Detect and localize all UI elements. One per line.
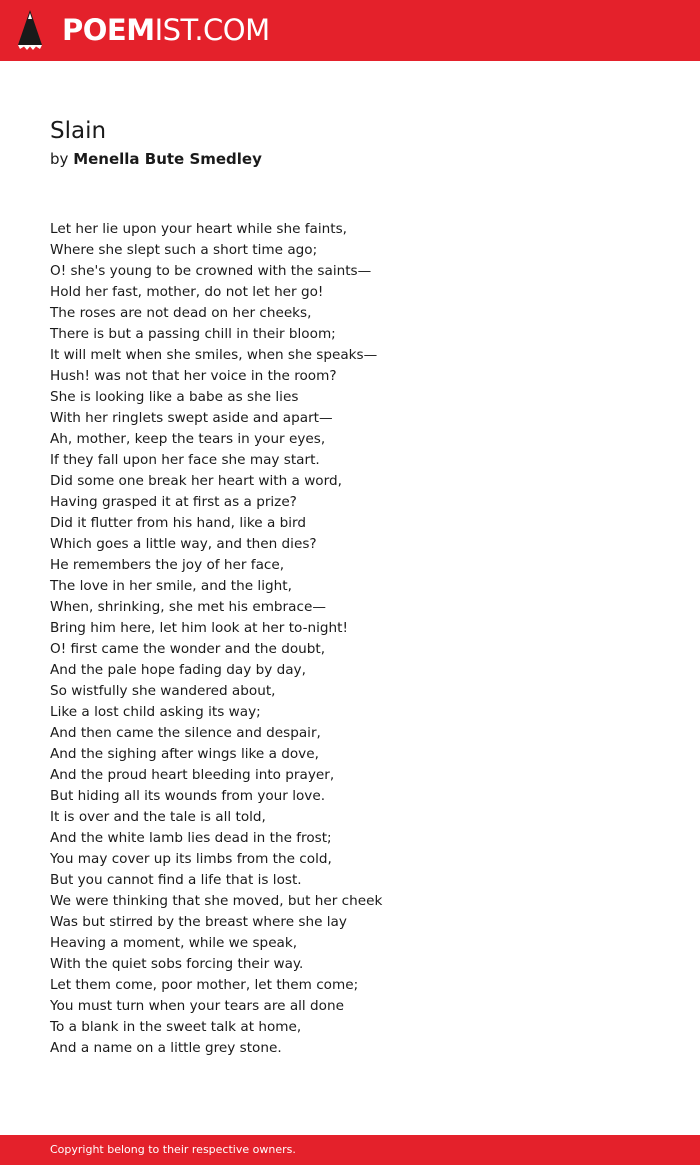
poem-line: And the sighing after wings like a dove, <box>50 746 319 762</box>
poem-line: To a blank in the sweet talk at home, <box>50 1019 302 1035</box>
poem-line: O! first came the wonder and the doubt, <box>50 641 326 657</box>
poem-line: Did it flutter from his hand, like a bird <box>50 515 306 531</box>
poem-line: And the pale hope fading day by day, <box>50 662 306 678</box>
poem-line: Was but stirred by the breast where she lay <box>50 914 347 930</box>
poem-line: And then came the silence and despair, <box>50 725 321 741</box>
poem-line: Let her lie upon your heart while she faints, <box>50 221 348 237</box>
poem-line: She is looking like a babe as she lies <box>50 389 299 405</box>
poem-title: Slain <box>50 118 107 144</box>
author-name: Menella Bute Smedley <box>73 150 262 168</box>
poem-line: Did some one break her heart with a word, <box>50 473 342 489</box>
poem-body <box>50 219 382 1059</box>
poem-line: Which goes a little way, and then dies? <box>50 536 317 552</box>
poem-line: He remembers the joy of her face, <box>50 557 285 573</box>
poem-line: With the quiet sobs forcing their way. <box>50 956 304 972</box>
poem-line: And the white lamb lies dead in the frost; <box>50 830 332 846</box>
by-label: by <box>50 150 69 168</box>
poem-line: Hush! was not that her voice in the room? <box>50 368 337 384</box>
poem-line: But hiding all its wounds from your love. <box>50 788 326 804</box>
poem-line: We were thinking that she moved, but her cheek <box>50 893 383 909</box>
poem-line: Ah, mother, keep the tears in your eyes, <box>50 431 326 447</box>
poem-line: Having grasped it at first as a prize? <box>50 494 297 510</box>
poem-line: You must turn when your tears are all done <box>50 998 344 1014</box>
pen-nib-icon[interactable] <box>17 10 43 51</box>
copyright-text: Copyright belong to their respective owners. <box>50 1143 296 1156</box>
logo-brand-bold: POEM <box>62 13 155 47</box>
poem-line: There is but a passing chill in their bloom; <box>50 326 336 342</box>
site-header <box>0 0 700 61</box>
poem-line: Let them come, poor mother, let them come; <box>50 977 359 993</box>
poem-line: O! she's young to be crowned with the saints— <box>50 263 372 279</box>
poem-line: You may cover up its limbs from the cold, <box>50 851 332 867</box>
poem-line: Hold her fast, mother, do not let her go! <box>50 284 324 300</box>
poem-line: The love in her smile, and the light, <box>50 578 292 594</box>
poem-line: It will melt when she smiles, when she speaks— <box>50 347 378 363</box>
site-footer <box>0 1135 700 1165</box>
poem-line: Bring him here, let him look at her to-night! <box>50 620 348 636</box>
poem-line: Like a lost child asking its way; <box>50 704 261 720</box>
poem-line: Heaving a moment, while we speak, <box>50 935 298 951</box>
poem-line: So wistfully she wandered about, <box>50 683 276 699</box>
poem-line: It is over and the tale is all told, <box>50 809 266 825</box>
site-logo[interactable] <box>62 12 270 48</box>
logo-brand-light: IST.COM <box>154 13 270 47</box>
byline <box>50 148 262 170</box>
poem-line: But you cannot find a life that is lost. <box>50 872 302 888</box>
poem-line: When, shrinking, she met his embrace— <box>50 599 326 615</box>
poem-line: The roses are not dead on her cheeks, <box>50 305 312 321</box>
poem-line: Where she slept such a short time ago; <box>50 242 318 258</box>
poem-line: If they fall upon her face she may start. <box>50 452 320 468</box>
poem-line: And a name on a little grey stone. <box>50 1040 282 1056</box>
poem-line: With her ringlets swept aside and apart— <box>50 410 333 426</box>
poem-line: And the proud heart bleeding into prayer, <box>50 767 335 783</box>
